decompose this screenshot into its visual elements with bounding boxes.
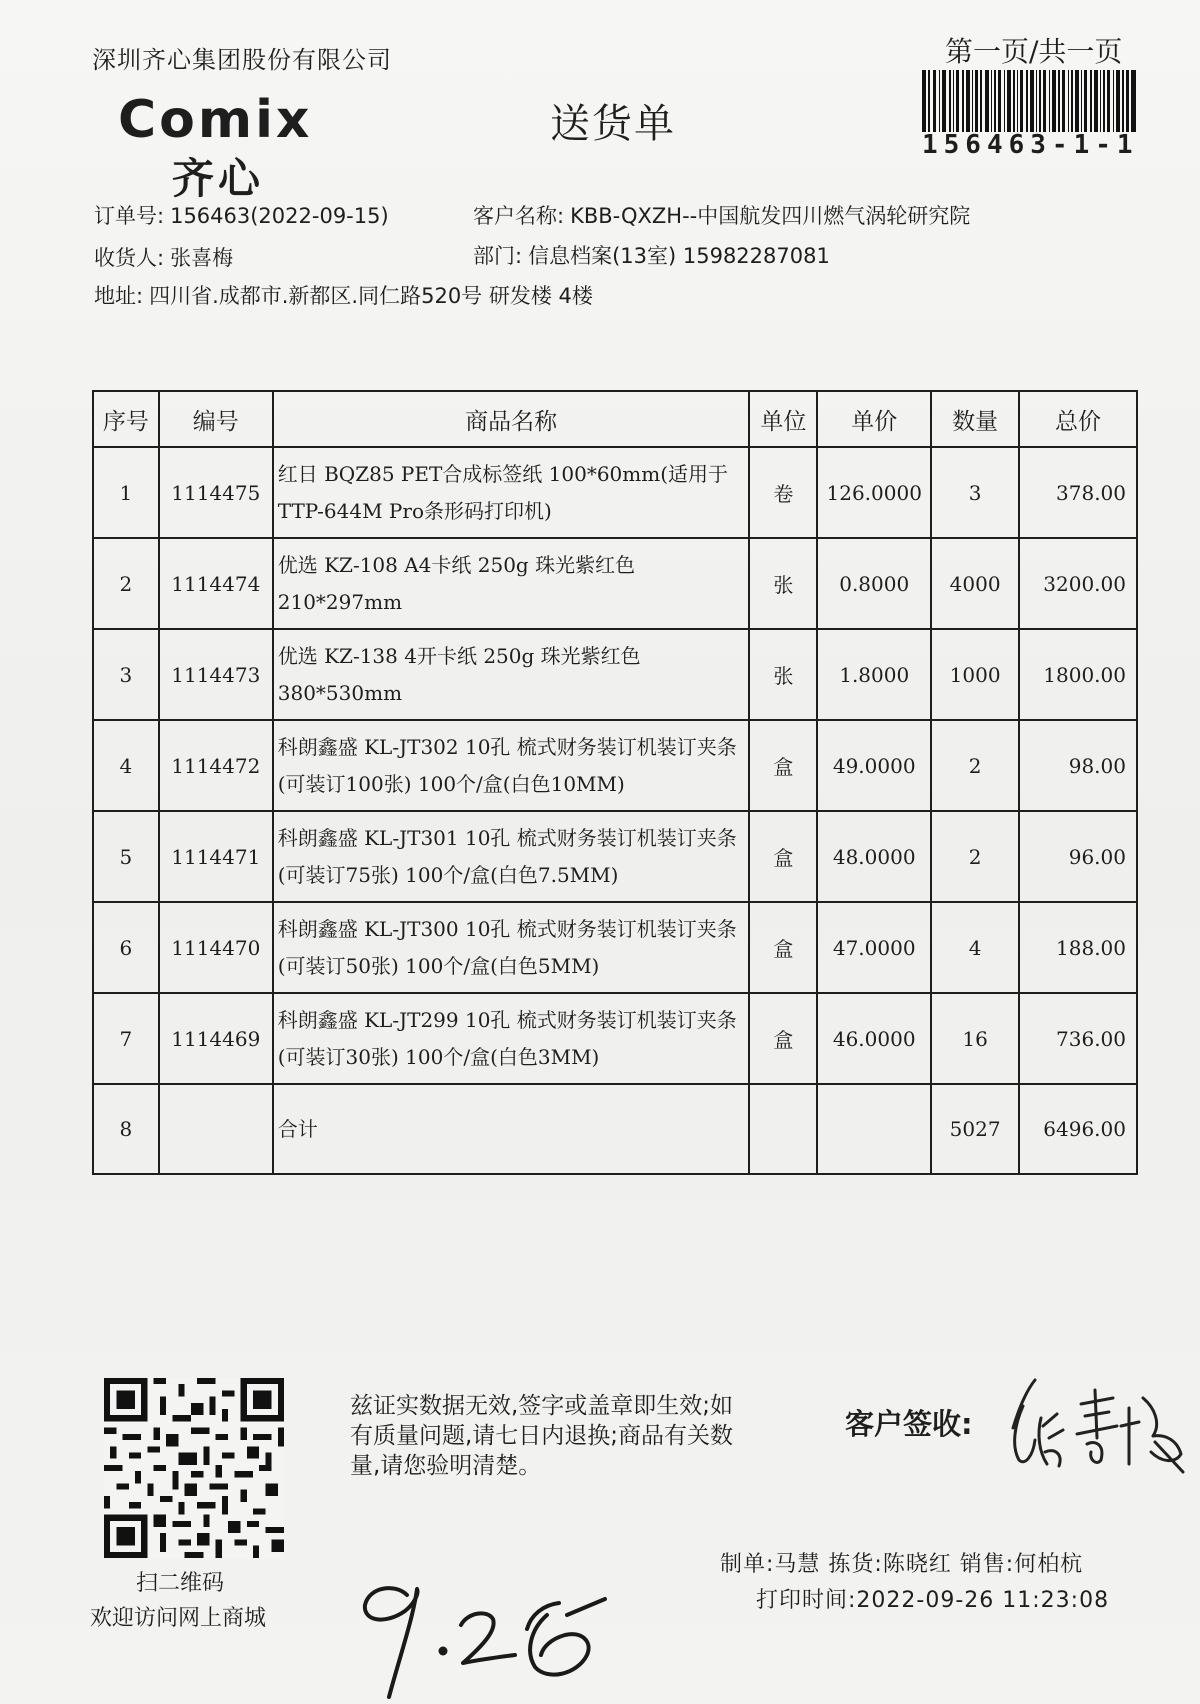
cell-no: 6: [93, 902, 159, 993]
cell-unit: 盒: [749, 811, 817, 902]
cell-unit: 张: [749, 538, 817, 629]
header-code: 编号: [159, 391, 273, 447]
cell-code: 1114469: [159, 993, 273, 1084]
handwritten-signature: [1005, 1368, 1190, 1488]
cell-code-empty: [159, 1084, 273, 1174]
order-label: 订单号:: [94, 204, 165, 228]
cell-total: 188.00: [1019, 902, 1137, 993]
qr-code-image: [104, 1378, 284, 1558]
cell-no: 4: [93, 720, 159, 811]
address-value: 四川省.成都市.新都区.同仁路520号 研发楼 4楼: [149, 284, 593, 308]
table-row: [93, 902, 1137, 993]
brand-logo-en: Comix: [118, 90, 313, 150]
cell-name: 优选 KZ-108 A4卡纸 250g 珠光紫红色 210*297mm: [273, 538, 750, 629]
table-row: [93, 811, 1137, 902]
total-row: [93, 1084, 1137, 1174]
cell-total: 3200.00: [1019, 538, 1137, 629]
receiver: [94, 242, 233, 272]
cell-unit-empty: [749, 1084, 817, 1174]
cell-price: 1.8000: [817, 629, 931, 720]
cell-total: 96.00: [1019, 811, 1137, 902]
table-header-row: [93, 391, 1137, 447]
cell-qty: 4: [931, 902, 1019, 993]
cell-name: 红日 BQZ85 PET合成标签纸 100*60mm(适用于TTP-644M Pro条形码打印机): [273, 447, 750, 538]
cell-total: 736.00: [1019, 993, 1137, 1084]
table-row: [93, 720, 1137, 811]
cell-qty: 16: [931, 993, 1019, 1084]
cell-no: 1: [93, 447, 159, 538]
customer-value: KBB-QXZH--中国航发四川燃气涡轮研究院: [570, 204, 971, 228]
header-total: 总价: [1019, 391, 1137, 447]
cell-price: 48.0000: [817, 811, 931, 902]
barcode-image: [922, 70, 1136, 132]
header-name: 商品名称: [273, 391, 750, 447]
cell-qty: 1000: [931, 629, 1019, 720]
brand-logo-cn: 齐心: [172, 154, 265, 203]
cell-qty: 2: [931, 811, 1019, 902]
cell-price: 126.0000: [817, 447, 931, 538]
table-row: [93, 993, 1137, 1084]
receiver-label: 收货人:: [94, 246, 165, 270]
cell-name: 优选 KZ-138 4开卡纸 250g 珠光紫红色 380*530mm: [273, 629, 750, 720]
table-row: [93, 629, 1137, 720]
cell-qty: 2: [931, 720, 1019, 811]
cell-code: 1114470: [159, 902, 273, 993]
dept-label: 部门:: [473, 244, 523, 268]
cell-name: 科朗鑫盛 KL-JT302 10孔 梳式财务装订机装订夹条(可装订100张) 100个/盒(白色10MM): [273, 720, 750, 811]
header-price: 单价: [817, 391, 931, 447]
staff-info: 制单:马慧 拣货:陈晓红 销售:何柏杭: [720, 1552, 1084, 1577]
items-table: [92, 390, 1138, 1175]
department: [473, 240, 830, 270]
handwritten-date: [355, 1555, 615, 1704]
cell-qty: 4000: [931, 538, 1019, 629]
cell-no: 7: [93, 993, 159, 1084]
total-amount: 6496.00: [1019, 1084, 1137, 1174]
cell-price: 0.8000: [817, 538, 931, 629]
print-time: 打印时间:2022-09-26 11:23:08: [756, 1588, 1110, 1613]
cell-no: 5: [93, 811, 159, 902]
header-no: 序号: [93, 391, 159, 447]
cell-total: 1800.00: [1019, 629, 1137, 720]
cell-price: 49.0000: [817, 720, 931, 811]
cell-price: 46.0000: [817, 993, 931, 1084]
cell-code: 1114473: [159, 629, 273, 720]
cell-no: 2: [93, 538, 159, 629]
customer-label: 客户名称:: [473, 204, 565, 228]
header-qty: 数量: [931, 391, 1019, 447]
qr-caption-mall: 欢迎访问网上商城: [90, 1606, 267, 1631]
cell-code: 1114472: [159, 720, 273, 811]
address-label: 地址:: [94, 284, 144, 308]
cell-code: 1114475: [159, 447, 273, 538]
cell-no: 3: [93, 629, 159, 720]
customer-name: [473, 200, 970, 230]
document-title: 送货单: [550, 101, 676, 147]
cell-no: 8: [93, 1084, 159, 1174]
order-number: [94, 200, 389, 230]
address: [94, 280, 593, 310]
total-qty: 5027: [931, 1084, 1019, 1174]
barcode-number: 156463-1-1: [922, 130, 1139, 160]
company-name: 深圳齐心集团股份有限公司: [92, 46, 392, 74]
header-unit: 单位: [749, 391, 817, 447]
cell-unit: 张: [749, 629, 817, 720]
cell-price: 47.0000: [817, 902, 931, 993]
cell-unit: 盒: [749, 720, 817, 811]
cell-unit: 盒: [749, 993, 817, 1084]
table-row: [93, 447, 1137, 538]
cell-name: 科朗鑫盛 KL-JT300 10孔 梳式财务装订机装订夹条(可装订50张) 100个/盒(白色5MM): [273, 902, 750, 993]
cell-unit: 盒: [749, 902, 817, 993]
qr-caption-scan: 扫二维码: [136, 1571, 225, 1596]
validity-note: 兹证实数据无效,签字或盖章即生效;如有质量问题,请七日内退换;商品有关数量,请您验明清楚。: [350, 1393, 734, 1479]
cell-total: 98.00: [1019, 720, 1137, 811]
cell-name: 科朗鑫盛 KL-JT301 10孔 梳式财务装订机装订夹条(可装订75张) 100个/盒(白色7.5MM): [273, 811, 750, 902]
cell-code: 1114471: [159, 811, 273, 902]
page-info: 第一页/共一页: [945, 35, 1123, 68]
cell-qty: 3: [931, 447, 1019, 538]
total-label: 合计: [273, 1084, 750, 1174]
cell-total: 378.00: [1019, 447, 1137, 538]
cell-code: 1114474: [159, 538, 273, 629]
cell-unit: 卷: [749, 447, 817, 538]
cell-name: 科朗鑫盛 KL-JT299 10孔 梳式财务装订机装订夹条(可装订30张) 100个/盒(白色3MM): [273, 993, 750, 1084]
order-value: 156463(2022-09-15): [170, 204, 389, 228]
cell-price-empty: [817, 1084, 931, 1174]
table-row: [93, 538, 1137, 629]
customer-signature-label: 客户签收:: [845, 1407, 973, 1441]
dept-value: 信息档案(13室) 15982287081: [528, 244, 830, 268]
receiver-value: 张喜梅: [170, 246, 234, 270]
